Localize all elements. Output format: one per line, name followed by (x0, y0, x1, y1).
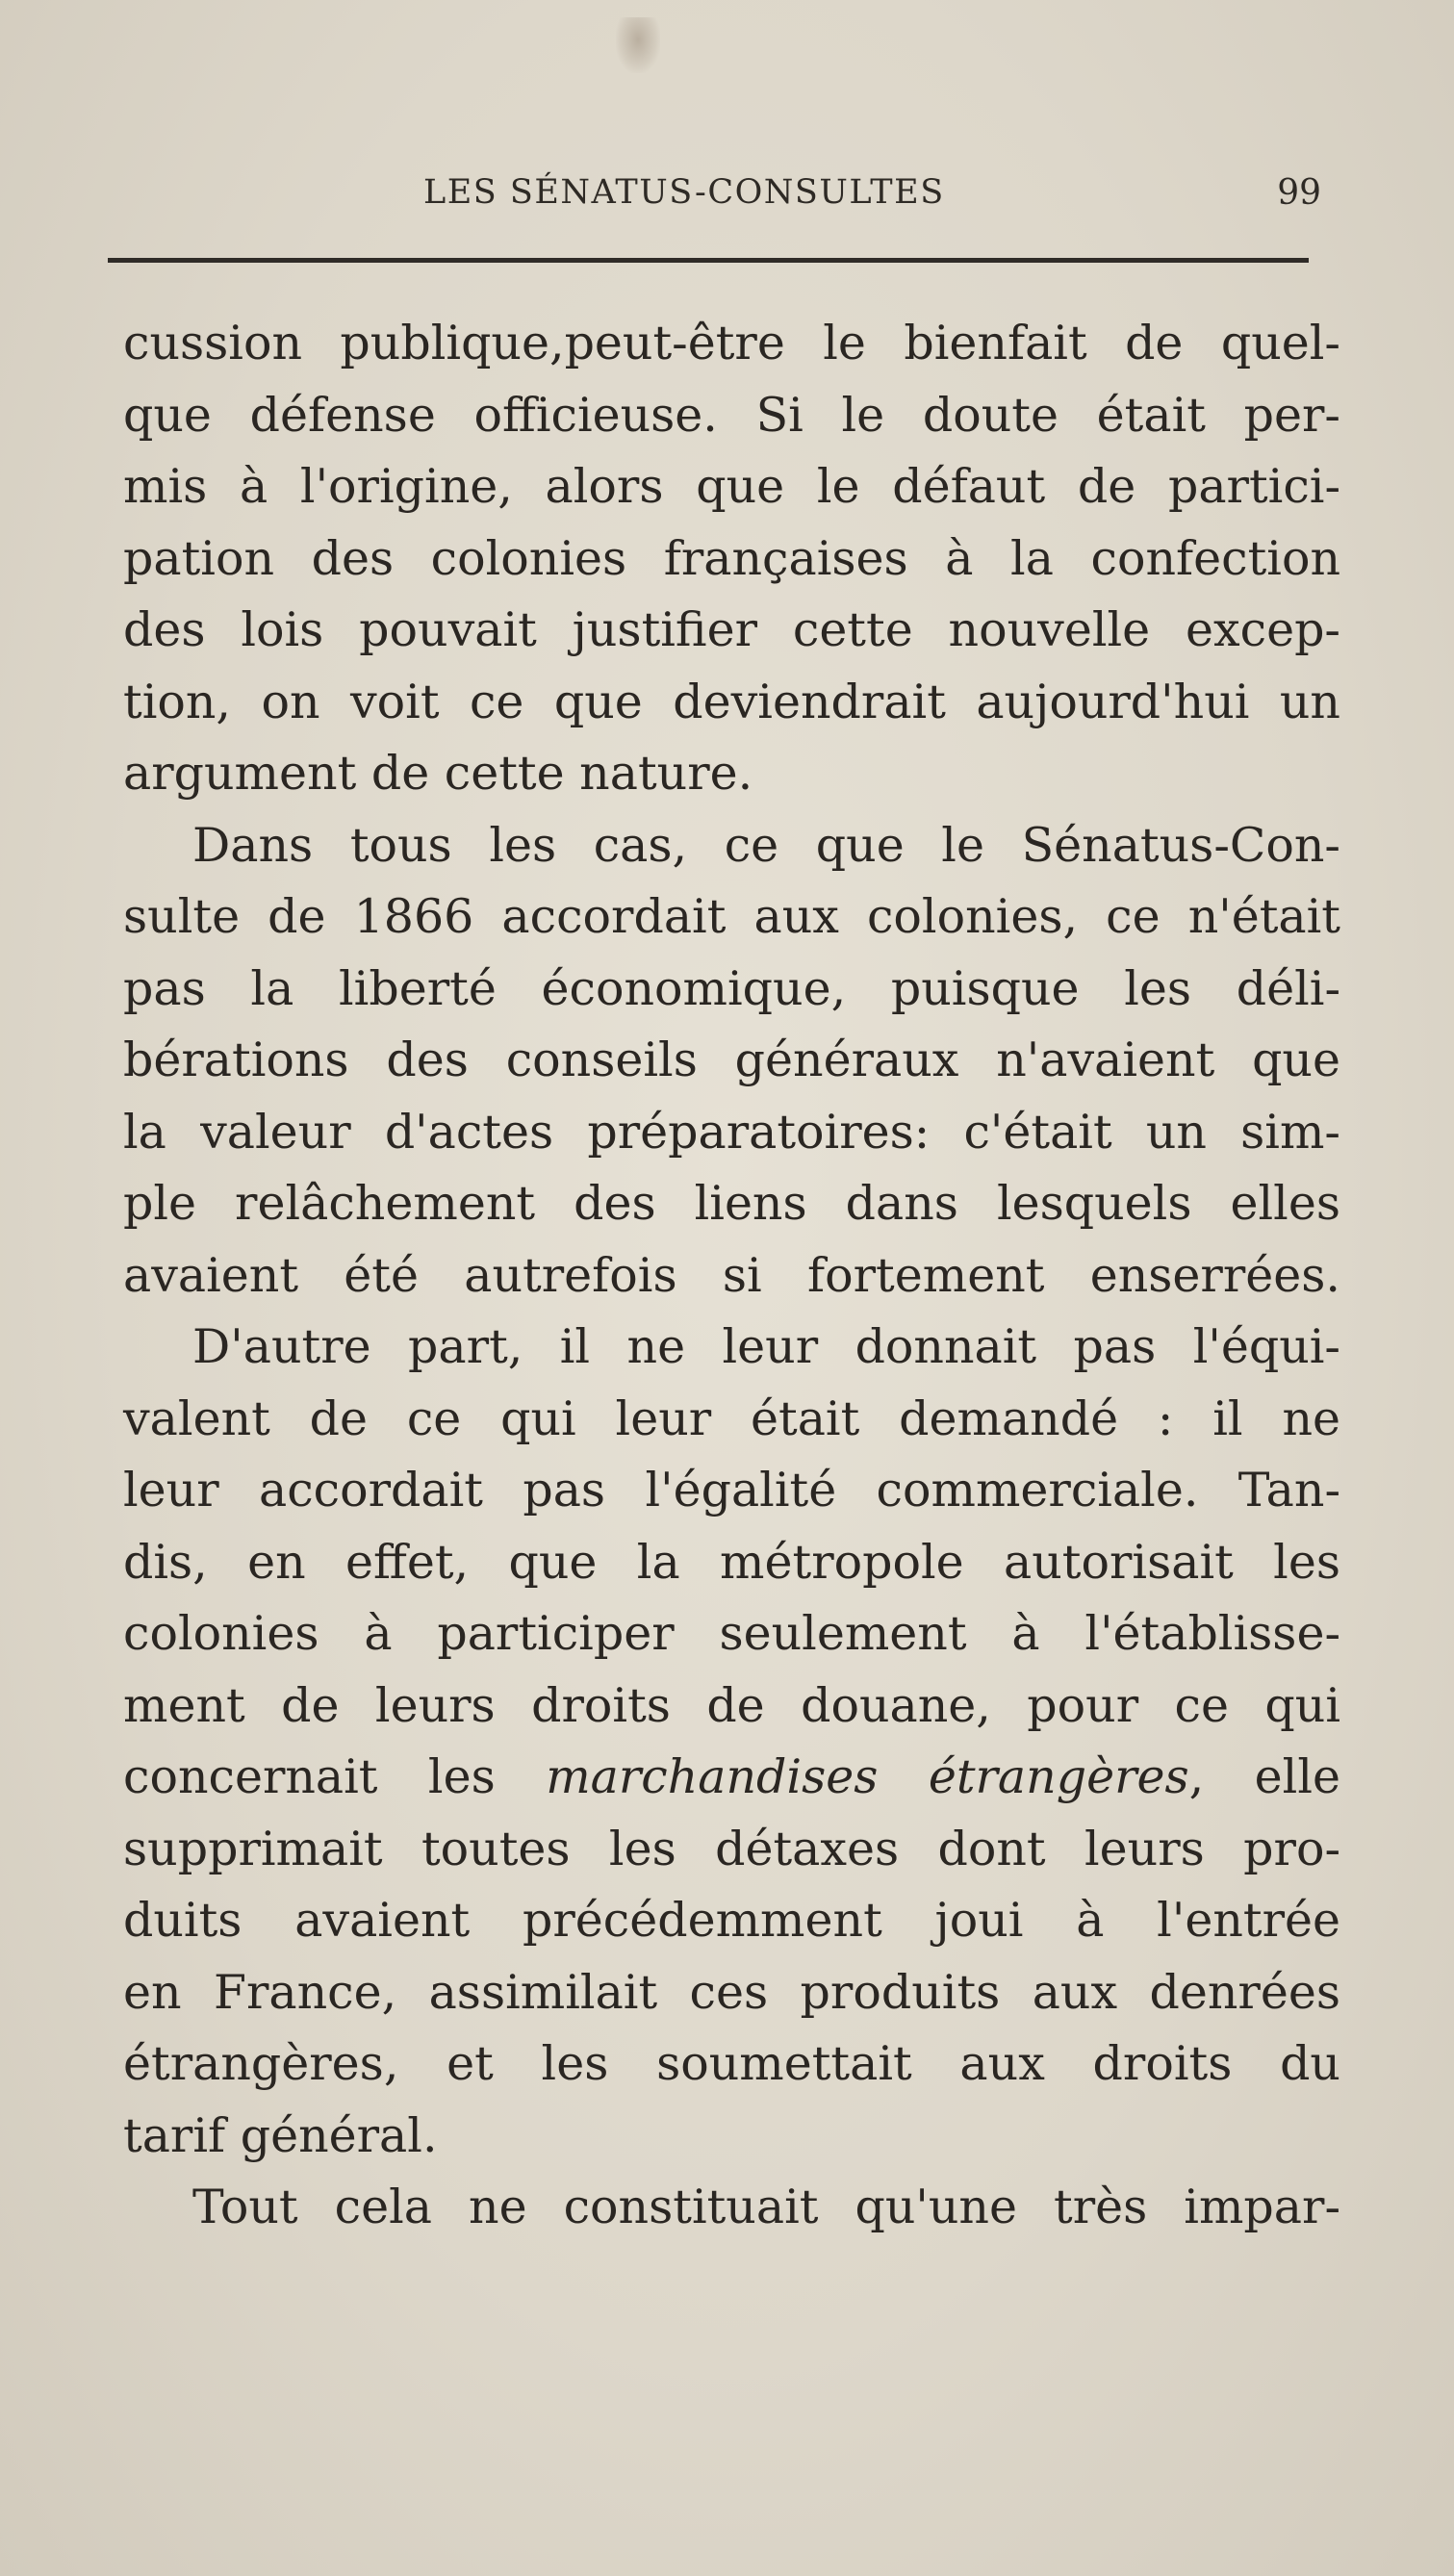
text-line: argument de cette nature. (123, 746, 753, 801)
running-head (125, 173, 1333, 231)
text-line: ment de leurs droits de douane, pour ce qui (123, 1677, 1340, 1733)
text-line: que défense officieuse. Si le doute était per- (123, 387, 1340, 443)
running-title: LES SÉNATUS-CONSULTES (423, 173, 945, 212)
italic-text: marchandises étrangères (546, 1749, 1189, 1804)
text-line: sulte de 1866 accordait aux colonies, ce n'était (123, 889, 1340, 944)
body-text (123, 308, 1340, 2244)
page-number: 99 (1277, 173, 1321, 213)
text-line: étrangères, et les soumettait aux droits du (123, 2036, 1340, 2091)
text-line: D'autre part, il ne leur donnait pas l'équi- (192, 1319, 1340, 1374)
text-line: ple relâchement des liens dans lesquels elles (123, 1176, 1340, 1231)
text-line: supprimait toutes les détaxes dont leurs pro- (123, 1821, 1340, 1876)
text-run: concernait les (123, 1749, 547, 1804)
header-rule (108, 258, 1309, 263)
text-line: la valeur d'actes préparatoires: c'était un sim- (123, 1104, 1340, 1160)
text-line: tion, on voit ce que deviendrait aujourd'hui un (123, 674, 1340, 729)
text-line: avaient été autrefois si fortement enserrées. (123, 1247, 1340, 1303)
text-line: leur accordait pas l'égalité commerciale. Tan- (123, 1463, 1340, 1518)
text-run: , elle (1188, 1749, 1340, 1804)
text-line (123, 1742, 1340, 1814)
text-line: pation des colonies françaises à la confection (123, 530, 1340, 586)
text-line: Tout cela ne constituait qu'une très impar- (192, 2180, 1340, 2234)
text-line: bérations des conseils généraux n'avaient que (123, 1033, 1340, 1087)
text-line: colonies à participer seulement à l'établisse- (123, 1606, 1340, 1661)
text-line: pas la liberté économique, puisque les déli- (123, 960, 1340, 1016)
text-line: en France, assimilait ces produits aux denrées (123, 1964, 1340, 2020)
text-line: valent de ce qui leur était demandé : il ne (123, 1390, 1340, 1446)
text-line: des lois pouvait justifier cette nouvelle excep- (123, 602, 1340, 657)
text-line: tarif général. (123, 2107, 438, 2163)
text-line: dis, en effet, que la métropole autorisait les (123, 1534, 1340, 1590)
text-line: cussion publique,peut-être le bienfait de quel- (123, 316, 1340, 370)
text-line: Dans tous les cas, ce que le Sénatus-Con- (192, 817, 1340, 873)
paper-stain (616, 17, 660, 73)
text-line: mis à l'origine, alors que le défaut de partici- (123, 459, 1340, 514)
text-line: duits avaient précédemment joui à l'entrée (123, 1893, 1340, 1948)
